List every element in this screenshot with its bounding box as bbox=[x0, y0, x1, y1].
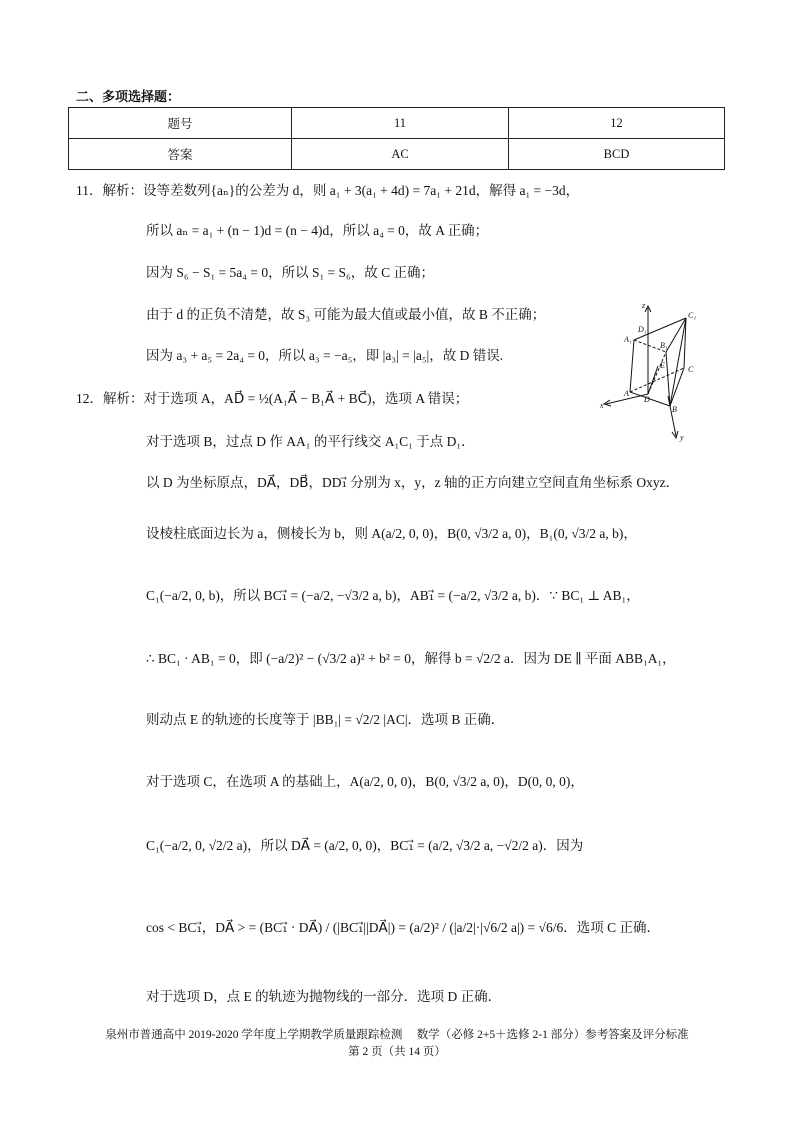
solution-12-line-3: 以 D 为坐标原点，DA⃗，DB⃗，DD₁⃗ 分别为 x，y，z 轴的正方向建立空间直角坐标系 Oxyz． bbox=[146, 475, 680, 490]
solution-12-line-1: 12．解析：对于选项 A，AD⃗ = ½(A₁A⃗ − B₁A⃗ + BC⃗)，选项 A 错误； bbox=[76, 391, 469, 406]
label-B: B bbox=[672, 405, 677, 414]
solution-12-line-9: C₁(−a/2, 0, √2/2 a)，所以 DA⃗ = (a/2, 0, 0)，BC₁⃗ = (a/2, √3/2 a, −√2/2 a)．因为 bbox=[146, 838, 584, 853]
solution-11-line-3: 因为 S₆ − S₁ = 5a₄ = 0，所以 S₁ = S₆，故 C 正确； bbox=[146, 265, 435, 280]
label-B1: B₁ bbox=[660, 341, 668, 350]
answer-table bbox=[68, 107, 725, 170]
page-number: 第 2 页（共 14 页） bbox=[348, 1046, 446, 1058]
solution-11-line-1: 11．解析：设等差数列{aₙ}的公差为 d，则 a₁ + 3(a₁ + 4d) = 7a₁ + 21d，解得 a₁ = −3d， bbox=[76, 183, 580, 198]
solution-12-line-5: C₁(−a/2, 0, b)，所以 BC₁⃗ = (−a/2, −√3/2 a, b)，AB₁⃗ = (−a/2, √3/2 a, b)．∵ BC₁ ⊥ AB₁， bbox=[146, 588, 640, 603]
section-title: 二、多项选择题： bbox=[76, 90, 181, 105]
prism-figure bbox=[598, 296, 710, 442]
label-A1: A₁ bbox=[624, 335, 632, 344]
label-z: z bbox=[642, 301, 646, 310]
solution-11-line-4: 由于 d 的正负不清楚，故 S₃ 可能为最大值或最小值，故 B 不正确； bbox=[146, 307, 546, 322]
solution-12-line-11: 对于选项 D，点 E 的轨迹为抛物线的一部分．选项 D 正确． bbox=[146, 989, 502, 1004]
table-cell: 12 bbox=[509, 108, 725, 139]
label-A: A bbox=[624, 389, 629, 398]
table-cell: 11 bbox=[292, 108, 509, 139]
table-cell: BCD bbox=[509, 139, 725, 170]
label-C1: C₁ bbox=[688, 311, 697, 320]
solution-11-line-2: 所以 aₙ = a₁ + (n − 1)d = (n − 4)d，所以 a₄ = 0，故 A 正确； bbox=[146, 223, 489, 238]
label-y: y bbox=[680, 433, 684, 442]
solution-11-line-5: 因为 a₃ + a₅ = 2a₄ = 0，所以 a₃ = −a₅，即 |a₃| = |a₅|，故 D 错误. bbox=[146, 348, 504, 363]
table-row bbox=[69, 139, 725, 170]
solution-12-line-10: cos < BC₁⃗，DA⃗ > = (BC₁⃗ · DA⃗) / (|BC₁⃗||DA⃗|) = (a/2)² / (|a/2|·|√6/2 a|) = √6/6．选项 C 正确． bbox=[146, 920, 660, 935]
table-cell: 答案 bbox=[69, 139, 292, 170]
solution-12-line-7: 则动点 E 的轨迹的长度等于 |BB₁| = √2/2 |AC|．选项 B 正确． bbox=[146, 712, 505, 727]
label-C: C bbox=[688, 365, 694, 374]
solution-12-line-6: ∴ BC₁ · AB₁ = 0，即 (−a/2)² − (√3/2 a)² + b² = 0，解得 b = √2/2 a．因为 DE ∥ 平面 ABB₁A₁， bbox=[146, 651, 676, 666]
footer-title: 泉州市普通高中 2019-2020 学年度上学期教学质量跟踪检测 数学（必修 2+5＋选修 2-1 部分）参考答案及评分标准 bbox=[105, 1029, 689, 1041]
table-cell: AC bbox=[292, 139, 509, 170]
label-D1: D₁ bbox=[638, 325, 647, 334]
solution-12-line-2: 对于选项 B，过点 D 作 AA₁ 的平行线交 A₁C₁ 于点 D₁． bbox=[146, 434, 475, 449]
solution-12-line-8: 对于选项 C，在选项 A 的基础上，A(a/2, 0, 0)，B(0, √3/2 a, 0)，D(0, 0, 0)， bbox=[146, 774, 584, 789]
table-cell: 题号 bbox=[69, 108, 292, 139]
table-row bbox=[69, 108, 725, 139]
solution-12-line-4: 设棱柱底面边长为 a，侧棱长为 b，则 A(a/2, 0, 0)，B(0, √3/2 a, 0)，B₁(0, √3/2 a, b)， bbox=[146, 526, 637, 541]
label-D: D bbox=[644, 395, 650, 404]
label-E: E bbox=[660, 361, 665, 370]
label-x: x bbox=[600, 401, 604, 410]
